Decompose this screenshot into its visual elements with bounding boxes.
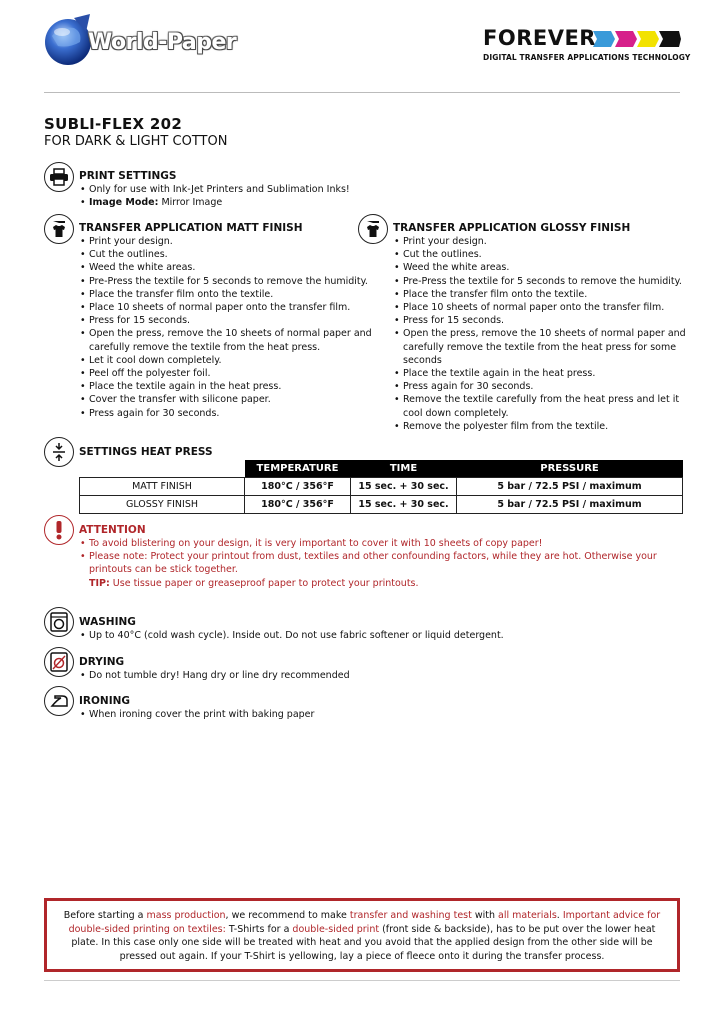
table-cell: 15 sec. + 30 sec. <box>351 477 457 495</box>
product-subtitle: FOR DARK & LIGHT COTTON <box>44 134 228 149</box>
list-item: • Cut the outlines. <box>393 248 698 261</box>
table-header-row <box>80 460 683 477</box>
list-item: • Peel off the polyester foil. <box>79 367 379 380</box>
print-settings-heading: PRINT SETTINGS <box>79 170 177 182</box>
forever-wordmark: FOREVER <box>483 26 596 50</box>
list-item: • Only for use with Ink-Jet Printers and Sublimation Inks! <box>79 183 639 196</box>
ironing-section <box>79 695 679 721</box>
list-item: • When ironing cover the print with baking paper <box>79 708 679 721</box>
attention-heading: ATTENTION <box>79 524 146 536</box>
table-cell: GLOSSY FINISH <box>80 495 245 513</box>
heat-press-section <box>79 446 213 459</box>
washing-heading: WASHING <box>79 616 136 628</box>
list-item: • Cut the outlines. <box>79 248 379 261</box>
table-cell: 5 bar / 72.5 PSI / maximum <box>457 477 683 495</box>
list-item: • Weed the white areas. <box>79 261 379 274</box>
table-cell: 180°C / 356°F <box>245 495 351 513</box>
ironing-heading: IRONING <box>79 695 131 707</box>
table-cell: 5 bar / 72.5 PSI / maximum <box>457 495 683 513</box>
color-blocks-icon <box>591 29 683 49</box>
tshirt-press-icon <box>44 214 74 244</box>
matt-finish-heading: TRANSFER APPLICATION MATT FINISH <box>79 222 303 234</box>
list-item: • Press for 15 seconds. <box>79 314 379 327</box>
list-item: • Please note: Protect your printout from dust, textiles and other confounding factors, while they are hot. Otherwise your printouts can be stick together. <box>79 550 679 576</box>
list-item: • Place the textile again in the heat press. <box>393 367 698 380</box>
page-header <box>0 0 724 95</box>
washing-machine-icon <box>44 607 74 637</box>
glossy-finish-section <box>393 222 698 433</box>
list-item: • Pre-Press the textile for 5 seconds to remove the humidity. <box>393 275 698 288</box>
list-item: • Place the transfer film onto the textile. <box>393 288 698 301</box>
list-item: • Open the press, remove the 10 sheets of normal paper and carefully remove the textile from the heat press for some seconds <box>393 327 698 367</box>
washing-section <box>79 616 679 642</box>
column-header: PRESSURE <box>457 460 683 477</box>
tshirt-press-icon <box>358 214 388 244</box>
printer-icon <box>44 162 74 192</box>
drying-heading: DRYING <box>79 656 125 668</box>
list-item: • Print your design. <box>393 235 698 248</box>
attention-section <box>79 524 679 590</box>
column-header: TEMPERATURE <box>245 460 351 477</box>
list-item: • Press again for 30 seconds. <box>393 380 698 393</box>
list-item: • Place 10 sheets of normal paper onto the transfer film. <box>393 301 698 314</box>
list-item: • Place the textile again in the heat press. <box>79 380 379 393</box>
header-divider <box>44 92 680 93</box>
table-cell: MATT FINISH <box>80 477 245 495</box>
column-header: TIME <box>351 460 457 477</box>
column-header <box>80 460 245 477</box>
product-title: SUBLI-FLEX 202 <box>44 115 183 133</box>
heat-press-heading: SETTINGS HEAT PRESS <box>79 446 213 458</box>
exclamation-icon <box>44 515 74 545</box>
table-row <box>80 495 683 513</box>
list-item: • Weed the white areas. <box>393 261 698 274</box>
table-cell: 180°C / 356°F <box>245 477 351 495</box>
no-tumble-dry-icon <box>44 647 74 677</box>
forever-tagline: DIGITAL TRANSFER APPLICATIONS TECHNOLOGY <box>483 53 691 62</box>
list-item: • Remove the textile carefully from the heat press and let it cool down completely. <box>393 393 698 419</box>
list-item: • Print your design. <box>79 235 379 248</box>
production-advice-box: Before starting a mass production, we recommend to make transfer and washing test with all materials. Important advice for double-sided printing on textiles: T-Shirts for a double-sided print (front side & backside), has to be put over the lower heat plate. In this case only one side will be treated with heat and you avoid that the applied design from the other side will be pressed out again. If your T-Shirt is yellowing, lay a piece of fleece onto it during the transfer process. <box>44 898 680 972</box>
table-row <box>80 477 683 495</box>
list-item: • Place 10 sheets of normal paper onto the transfer film. <box>79 301 379 314</box>
list-item: • Cover the transfer with silicone paper. <box>79 393 379 406</box>
tip-line: TIP: Use tissue paper or greaseproof paper to protect your printouts. <box>89 577 419 589</box>
heat-press-arrows-icon <box>44 437 74 467</box>
list-item: • Up to 40°C (cold wash cycle). Inside out. Do not use fabric softener or liquid detergent. <box>79 629 679 642</box>
forever-logo <box>483 26 691 66</box>
drying-section <box>79 656 679 682</box>
list-item: • Press for 15 seconds. <box>393 314 698 327</box>
print-settings-section <box>79 170 639 209</box>
list-item: • Let it cool down completely. <box>79 354 379 367</box>
glossy-finish-steps <box>393 235 698 433</box>
matt-finish-section <box>79 222 379 420</box>
list-item: • Remove the polyester film from the textile. <box>393 420 698 433</box>
world-paper-wordmark: World-Paper <box>88 30 237 55</box>
list-item: • To avoid blistering on your design, it is very important to cover it with 10 sheets of copy paper! <box>79 537 679 550</box>
list-item: • Do not tumble dry! Hang dry or line dry recommended <box>79 669 679 682</box>
list-item: • Image Mode: Mirror Image <box>79 196 639 209</box>
footer-divider <box>44 980 680 981</box>
list-item: • Open the press, remove the 10 sheets of normal paper and carefully remove the textile from the heat press. <box>79 327 379 353</box>
list-item: • Place the transfer film onto the textile. <box>79 288 379 301</box>
iron-icon <box>44 686 74 716</box>
glossy-finish-heading: TRANSFER APPLICATION GLOSSY FINISH <box>393 222 631 234</box>
list-item: • Press again for 30 seconds. <box>79 407 379 420</box>
list-item: • Pre-Press the textile for 5 seconds to remove the humidity. <box>79 275 379 288</box>
matt-finish-steps <box>79 235 379 420</box>
heat-press-table <box>79 460 683 514</box>
table-cell: 15 sec. + 30 sec. <box>351 495 457 513</box>
world-paper-logo <box>40 12 240 74</box>
